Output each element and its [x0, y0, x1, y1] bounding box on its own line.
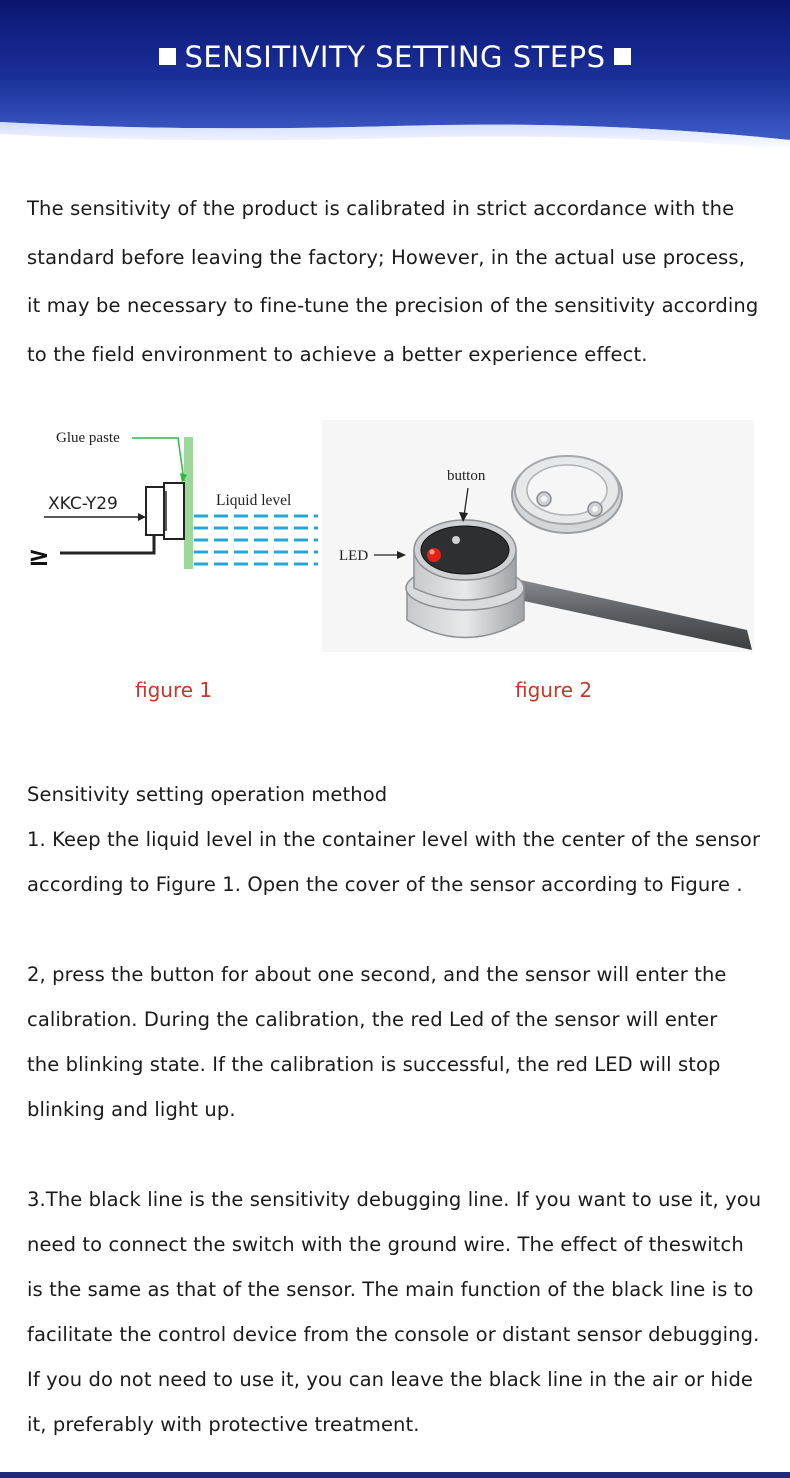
step3-line: is the same as that of the sensor. The main function of the black line is to [27, 1278, 754, 1301]
header-title-row [0, 40, 790, 74]
step2-line: the blinking state. If the calibration is successful, the red LED will stop [27, 1053, 721, 1076]
method-section [27, 772, 787, 907]
step1-line: 1. Keep the liquid level in the container level with the center of the sensor [27, 828, 761, 851]
button-label: button [447, 468, 486, 484]
intro-line: to the field environment to achieve a better experience effect. [27, 342, 648, 366]
figure2-caption: figure 2 [515, 678, 593, 702]
red-led-icon [427, 548, 441, 562]
step3-paragraph [27, 1177, 787, 1447]
sensor-head [164, 483, 184, 539]
header-banner [0, 0, 790, 160]
glue-pointer [132, 438, 184, 481]
liquid-dashes [194, 516, 318, 564]
sensor-body [146, 487, 164, 535]
step3-line: need to connect the switch with the ground wire. The effect of theswitch [27, 1233, 744, 1256]
sensor-cable [60, 535, 154, 553]
sensor-cover-ring [512, 456, 622, 533]
model-label: XKC-Y29 [48, 494, 118, 514]
method-heading: Sensitivity setting operation method [27, 783, 388, 806]
page-title: SENSITIVITY SETTING STEPS [184, 40, 606, 74]
figure1-caption: figure 1 [135, 678, 213, 702]
figure2-background [322, 420, 754, 652]
calibration-button [452, 536, 460, 544]
header-background [0, 0, 790, 160]
led-label: LED [339, 548, 369, 564]
step2-line: 2, press the button for about one second, and the sensor will enter the [27, 963, 727, 986]
square-bullet-icon [159, 48, 176, 65]
step3-line: 3.The black line is the sensitivity debugging line. If you want to use it, you [27, 1188, 762, 1211]
intro-paragraph [27, 185, 777, 379]
glue-label: Glue paste [56, 430, 120, 446]
intro-line: The sensitivity of the product is calibrated in strict accordance with the [27, 197, 735, 220]
figure1-diagram [26, 425, 321, 585]
step3-line: it, preferably with protective treatment. [27, 1413, 420, 1436]
step2-line: blinking and light up. [27, 1098, 236, 1121]
container-wall [184, 437, 193, 569]
sensor-body [406, 520, 524, 638]
square-bullet-icon [614, 48, 631, 65]
bottom-divider [0, 1472, 790, 1478]
step3-line: facilitate the control device from the console or distant sensor debugging. [27, 1323, 760, 1346]
intro-line: it may be necessary to fine-tune the precision of the sensitivity according [27, 294, 759, 317]
step2-paragraph [27, 952, 787, 1132]
ground-symbol-icon: ≥ [28, 542, 50, 572]
liquid-level-label: Liquid level [216, 492, 292, 509]
figure2-render [322, 420, 754, 652]
step3-line: If you do not need to use it, you can leave the black line in the air or hide [27, 1368, 754, 1391]
step2-line: calibration. During the calibration, the red Led of the sensor will enter [27, 1008, 718, 1031]
intro-line: standard before leaving the factory; However, in the actual use process, [27, 245, 746, 269]
step1-line: according to Figure 1. Open the cover of the sensor according to Figure . [27, 873, 743, 896]
